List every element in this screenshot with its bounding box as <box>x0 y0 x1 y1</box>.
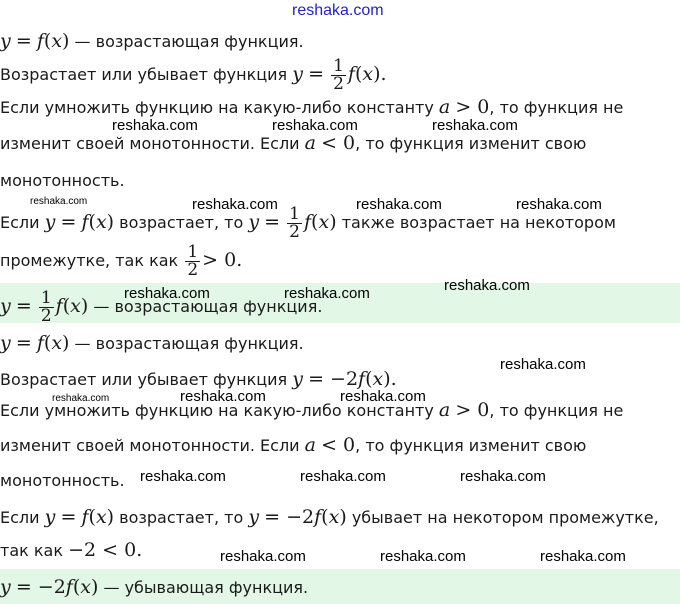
watermark: reshaka.com <box>30 196 88 207</box>
p1-line-2: Возрастает или убывает функция y = $\frac{1}{2}$ f(x). <box>0 56 387 94</box>
watermark: reshaka.com <box>220 548 306 565</box>
p1-line-1-text: — возрастающая функция. <box>74 32 304 51</box>
p1-line-6: Если y = f(x) возрастает, то y = $\frac{1}{2}$ f(x) также возрастает на некотором <box>0 204 616 242</box>
watermark: reshaka.com <box>284 285 370 302</box>
watermark-top: reshaka.com <box>292 2 384 19</box>
watermark: reshaka.com <box>460 468 546 485</box>
watermark: reshaka.com <box>272 117 358 134</box>
p1-line-4: изменит своей монотонности. Если a < 0, то функция изменит свою <box>0 132 587 154</box>
watermark: reshaka.com <box>300 468 386 485</box>
p1-line-7: промежутке, так как $\frac{1}{2}$ > 0. <box>0 242 243 280</box>
fraction: $\frac{1}{2}$ <box>40 288 52 326</box>
p1-line-2-text: Возрастает или убывает функция <box>0 65 288 84</box>
watermark: reshaka.com <box>432 117 518 134</box>
p2-line-1: y = f(x) — возрастающая функция. <box>0 332 304 354</box>
watermark: reshaka.com <box>52 393 110 404</box>
fraction: $\frac{1}{2}$ <box>187 242 199 280</box>
p2-line-3: Если умножить функцию на какую-либо константу a > 0, то функция не <box>0 399 624 421</box>
p2-line-6: Если y = f(x) возрастает, то y = −2f(x) убывает на некотором промежутке, <box>0 506 659 528</box>
watermark: reshaka.com <box>540 548 626 565</box>
p2-line-7: так как −2 < 0. <box>0 539 143 561</box>
p1-line-3: Если умножить функцию на какую-либо константу a > 0, то функция не <box>0 96 624 118</box>
fraction: $\frac{1}{2}$ <box>333 56 344 94</box>
watermark: reshaka.com <box>124 285 210 302</box>
p1-result: y = $\frac{1}{2}$ f(x) — возрастающая функция. <box>0 288 323 326</box>
p2-result: y = −2f(x) — убывающая функция. <box>0 576 309 598</box>
watermark: reshaka.com <box>444 277 530 294</box>
p1-line-5: монотонность. <box>0 171 125 190</box>
watermark: reshaka.com <box>500 356 586 373</box>
watermark: reshaka.com <box>516 196 602 213</box>
watermark: reshaka.com <box>356 196 442 213</box>
watermark: reshaka.com <box>340 388 426 405</box>
p2-line-4: изменит своей монотонности. Если a < 0, то функция изменит свою <box>0 434 587 456</box>
watermark: reshaka.com <box>380 548 466 565</box>
watermark: reshaka.com <box>140 468 226 485</box>
p2-line-5: монотонность. <box>0 471 125 490</box>
watermark: reshaka.com <box>192 196 278 213</box>
fraction: $\frac{1}{2}$ <box>289 204 300 242</box>
p2-line-2: Возрастает или убывает функция y = −2f(x). <box>0 368 397 390</box>
p1-line-1: y = f(x) — возрастающая функция. <box>0 30 304 52</box>
watermark: reshaka.com <box>112 117 198 134</box>
watermark: reshaka.com <box>180 388 266 405</box>
